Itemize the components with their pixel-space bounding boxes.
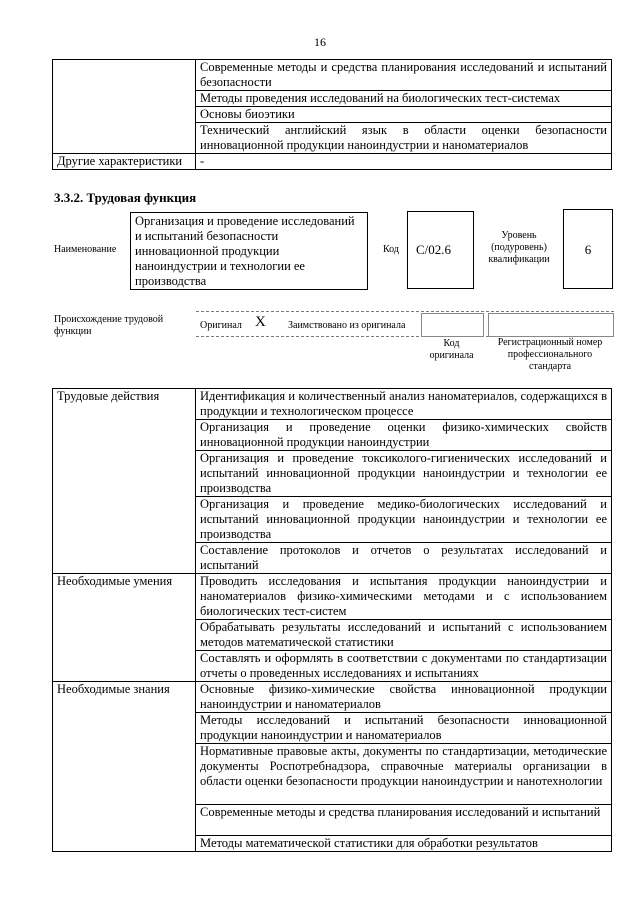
reg-number-label: Регистрационный номер профессионального стандарта	[497, 337, 603, 372]
labor-action-item: Составление протоколов и отчетов о результатах исследований и испытаний	[196, 543, 612, 574]
name-value-box	[130, 212, 368, 290]
origin-divider	[196, 311, 614, 312]
labor-function-table	[52, 388, 612, 852]
code-original-label: Код оригинала	[429, 338, 474, 361]
knowledge-item: Методы математической статистики для обработки результатов	[196, 836, 612, 852]
name-value: Организация и проведение исследований и испытаний безопасности инновационной продукции наноиндустрии и технологии ее производства	[135, 214, 355, 288]
skill-item: Составлять и оформлять в соответствии с документами по стандартизации отчеты о проведенных исследованиях и испытаниях	[196, 651, 612, 682]
labor-action-item: Организация и проведение оценки физико-химических свойств инновационной продукции наноиндустрии	[196, 420, 612, 451]
skill-item: Обрабатывать результаты исследований и испытаний с использованием методов математической статистики	[196, 620, 612, 651]
code-original-box	[421, 313, 484, 337]
top-table-row: Основы биоэтики	[196, 107, 612, 123]
other-characteristics-value: -	[196, 154, 612, 170]
knowledge-item: Нормативные правовые акты, документы по стандартизации, методические документы Роспотребнадзора, справочные материалы организации в области оценки безопасности продукции наноиндустрии и нанотехнологии	[196, 744, 612, 805]
top-table-row: Методы проведения исследований на биологических тест-системах	[196, 91, 612, 107]
level-value-box	[563, 209, 613, 289]
skill-item: Проводить исследования и испытания продукции наноиндустрии и наноматериалов физико-химическими методами и с использованием биологических тест-систем	[196, 574, 612, 620]
knowledge-label: Необходимые знания	[53, 682, 196, 852]
code-value-box	[407, 211, 474, 289]
name-label: Наименование	[54, 244, 117, 255]
knowledge-item: Основные физико-химические свойства инновационной продукции наноиндустрии и наноматериалов	[196, 682, 612, 713]
section-heading: 3.3.2. Трудовая функция	[54, 190, 197, 205]
borrowed-label: Заимствовано из оригинала	[288, 320, 406, 331]
top-table-row: Технический английский язык в области оценки безопасности инновационной продукции наноиндустрии и наноматериалов	[196, 123, 612, 154]
origin-label: Происхождение трудовой функции	[54, 314, 164, 337]
knowledge-item: Методы исследований и испытаний безопасности инновационной продукции наноиндустрии и наноматериалов	[196, 713, 612, 744]
page-number: 16	[314, 35, 326, 49]
original-label: Оригинал	[200, 320, 242, 331]
labor-action-item: Организация и проведение токсиколого-гигиенических исследований и испытаний инновационной продукции наноиндустрии и технологии ее производства	[196, 451, 612, 497]
top-table-empty-cell	[53, 60, 196, 154]
knowledge-item: Современные методы и средства планирования исследований и испытаний	[196, 805, 612, 836]
labor-action-item: Идентификация и количественный анализ наноматериалов, содержащихся в продукции и технологическом процессе	[196, 389, 612, 420]
level-value: 6	[584, 242, 592, 257]
reg-number-box	[488, 313, 614, 337]
other-characteristics-label: Другие характеристики	[53, 154, 196, 170]
original-mark: X	[255, 314, 266, 330]
labor-action-item: Организация и проведение медико-биологических исследований и испытаний инновационной продукции наноиндустрии и технологии ее производства	[196, 497, 612, 543]
labor-actions-label: Трудовые действия	[53, 389, 196, 574]
skills-label: Необходимые умения	[53, 574, 196, 682]
level-label: Уровень (подуровень) квалификации	[488, 230, 550, 265]
code-label: Код	[383, 244, 399, 255]
top-knowledge-table	[52, 59, 612, 170]
top-table-row: Современные методы и средства планирования исследований и испытаний безопасности	[196, 60, 612, 91]
code-value: C/02.6	[416, 242, 452, 257]
